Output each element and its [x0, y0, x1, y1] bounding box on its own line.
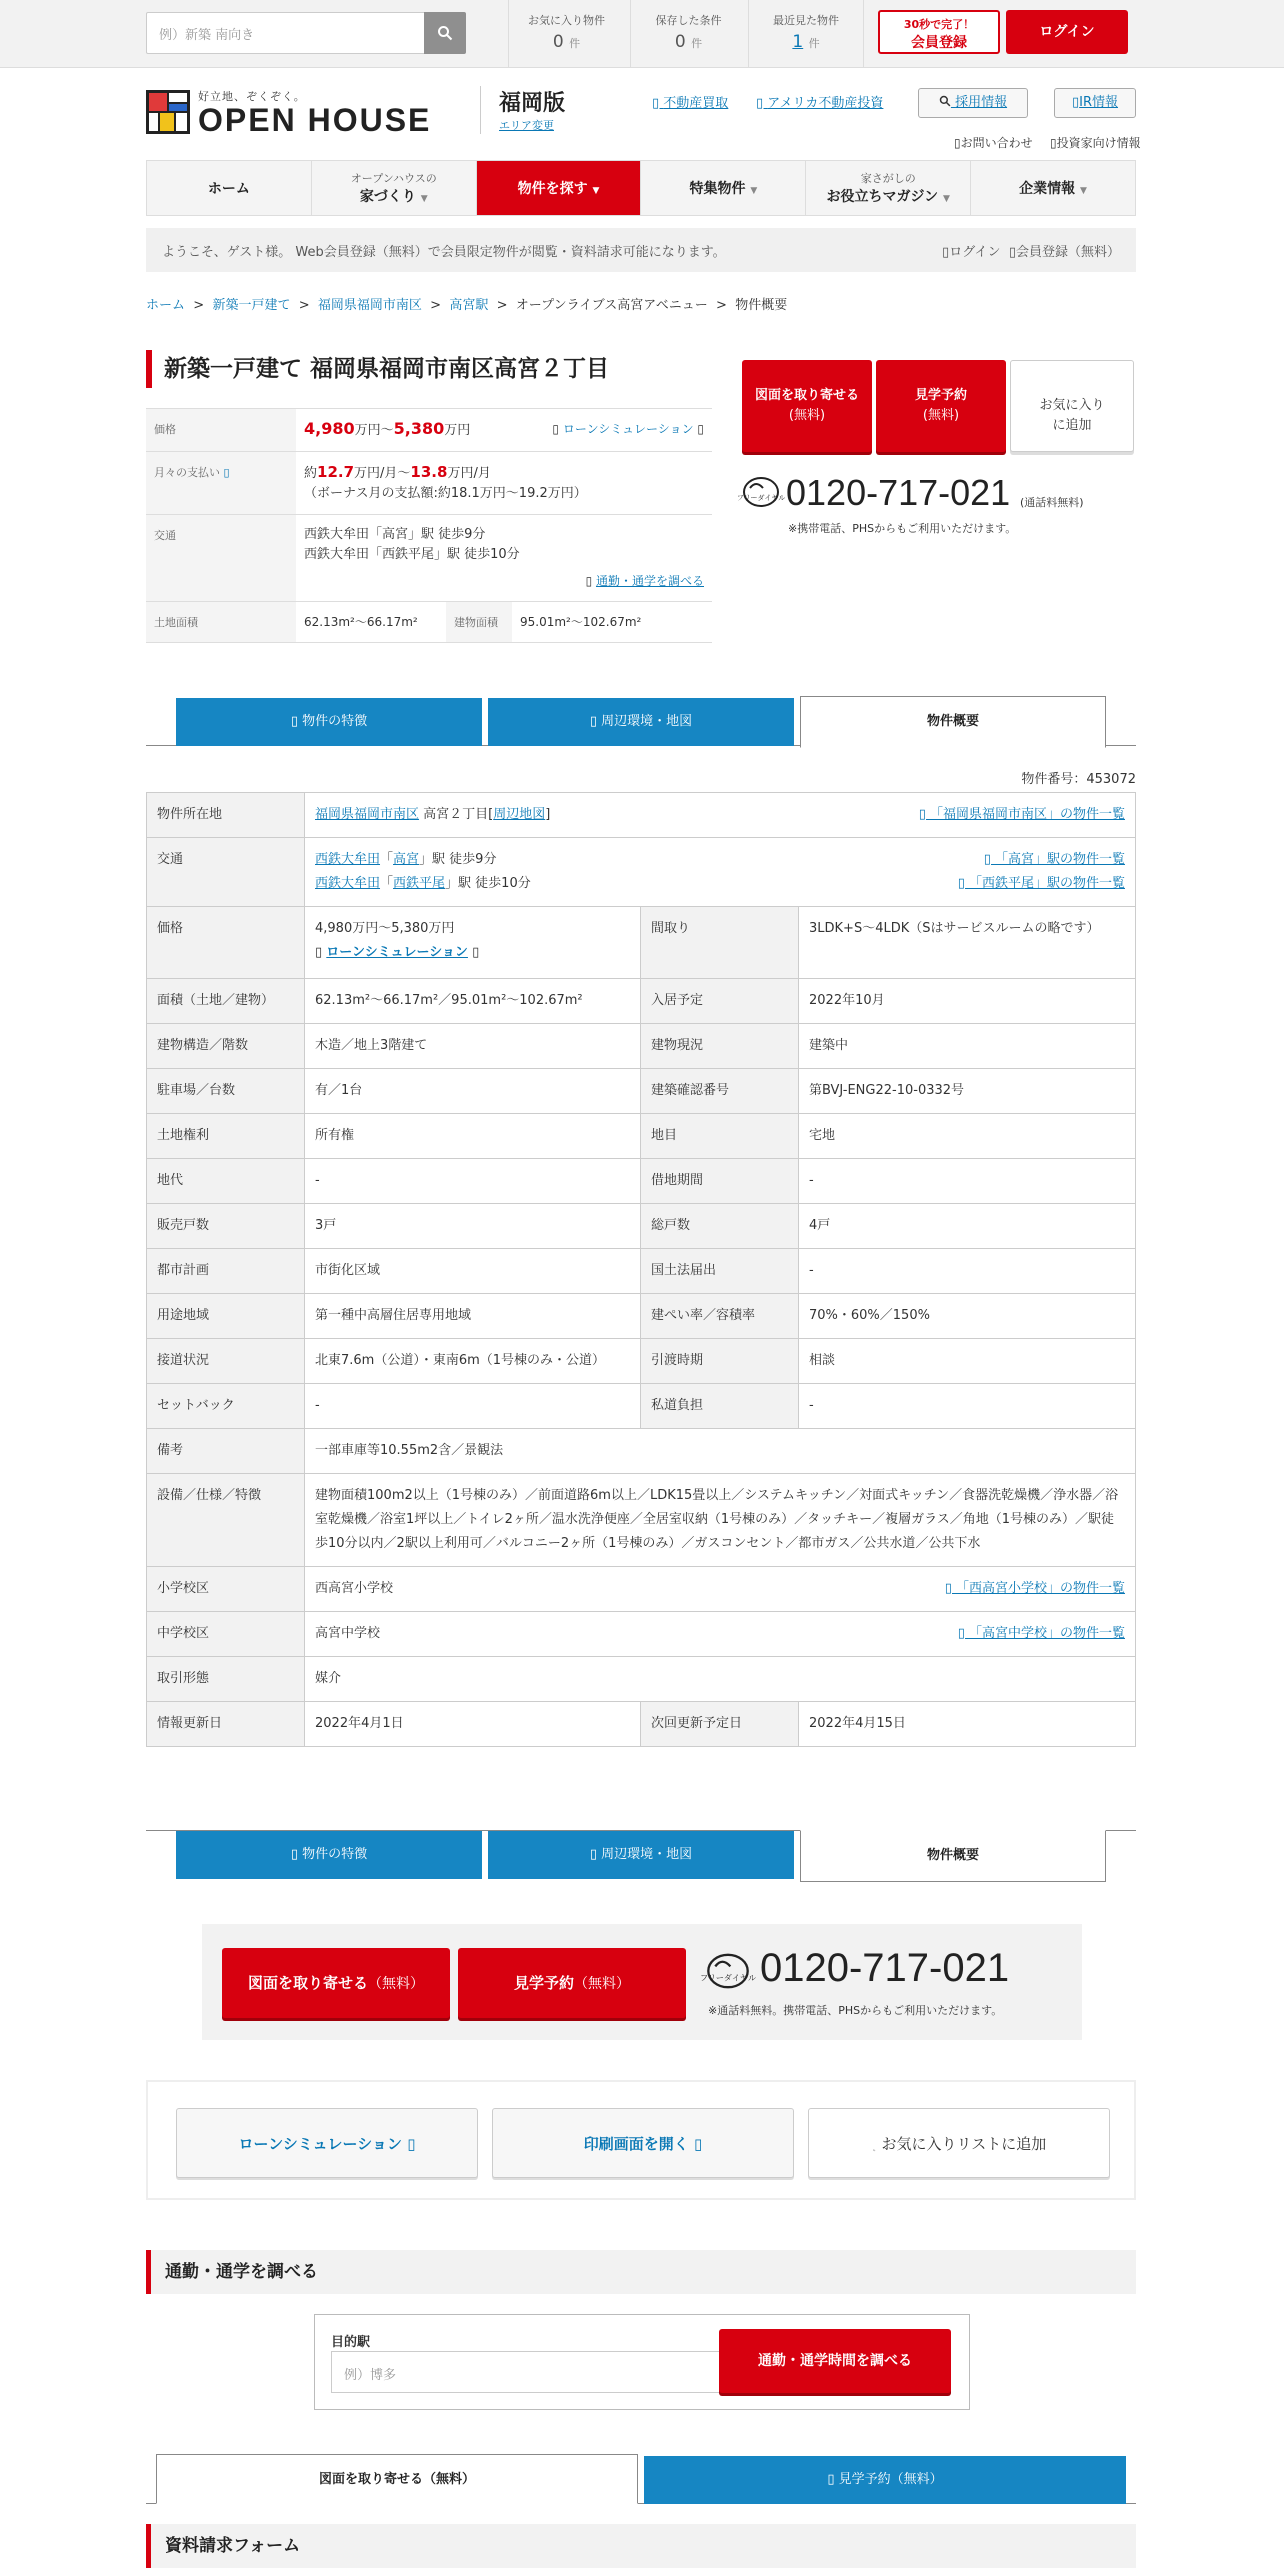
counter-label: お気に入り物件 — [528, 14, 605, 27]
station-list-link-2[interactable]: ▯ 「西鉄平尾」駅の物件一覧 — [957, 876, 1125, 891]
star-icon: ▯ — [290, 714, 303, 729]
freedial-icon — [699, 1952, 757, 1990]
link-label: 「西鉄平尾」駅の物件一覧 — [968, 876, 1125, 891]
summary-area-row — [146, 602, 712, 643]
breadcrumb: ホーム > 新築一戸建て > 福岡県福岡市南区 > 高宮駅 > オープンライブス高宮アベニュー > 物件概要 — [146, 298, 788, 313]
bonus-payment: （ボーナス月の支払額:約18.1万円～19.2万円） — [304, 486, 587, 501]
tab-label: 物件の特徴 — [302, 714, 368, 729]
welcome-text: ようこそ、ゲスト様。 — [162, 245, 292, 260]
monthly-high: 13.8 — [410, 463, 448, 481]
spec-value: 62.13m²～66.17m²／95.01m²～102.67m² — [305, 979, 641, 1024]
nav-label: お役立ちマガジン — [826, 189, 939, 205]
tab-overview[interactable] — [800, 696, 1106, 748]
nav-item-house-building[interactable] — [312, 161, 477, 215]
table-row — [147, 907, 1136, 979]
spec-label: 価格 — [147, 907, 305, 979]
price-unit: 万円 — [444, 423, 471, 438]
phone-note-mobile: ※携帯電話、PHSからもご利用いただけます。 — [788, 522, 1017, 535]
summary-label: 建物面積 — [446, 602, 512, 642]
spec-value: 有／1台 — [305, 1069, 641, 1114]
commute-search-box — [314, 2314, 970, 2410]
freedial-icon — [736, 476, 786, 508]
commute-heading: 通勤・通学を調べる — [146, 2250, 1136, 2294]
print-button[interactable] — [492, 2108, 794, 2178]
table-row — [147, 1069, 1136, 1114]
breadcrumb-property: オープンライブス高宮アベニュー — [515, 298, 708, 313]
button-label: お気に入り — [1039, 398, 1105, 413]
table-row — [147, 1384, 1136, 1429]
table-row — [147, 838, 1136, 907]
quote-mark: 「 — [380, 852, 394, 867]
button-label: 印刷画面を開く — [583, 2135, 689, 2153]
monthly-unit: 万円/月 — [447, 466, 491, 481]
spec-label: セットバック — [147, 1384, 305, 1429]
spec-label: 都市計画 — [147, 1249, 305, 1294]
spec-label: 引渡時期 — [641, 1339, 799, 1384]
table-row — [147, 1474, 1136, 1567]
station-link[interactable]: 高宮 — [393, 852, 420, 867]
nav-label: ホーム — [207, 181, 250, 197]
summary-label: 価格 — [146, 409, 296, 451]
tab-label: 周辺環境・地図 — [601, 714, 693, 729]
spec-value: - — [305, 1159, 641, 1204]
map-icon: ▯ — [589, 714, 602, 729]
table-row — [147, 1339, 1136, 1384]
counter-value[interactable]: 1 — [792, 32, 804, 52]
detail-tabs — [146, 688, 1136, 746]
tab-label: 物件概要 — [926, 1848, 979, 1863]
button-sublabel: (無料) — [922, 408, 960, 423]
search-button[interactable] — [424, 12, 466, 54]
detail-tabs-bottom — [146, 1830, 1136, 1888]
nav-sub: 家さがしの — [860, 172, 916, 185]
logo[interactable] — [146, 86, 456, 136]
tab-surroundings[interactable] — [488, 698, 794, 746]
area-list-link[interactable]: ▯ 「福岡県福岡市南区」の物件一覧 — [918, 807, 1125, 822]
spec-value: 西高宮小学校 — [315, 1581, 394, 1596]
table-row — [147, 1204, 1136, 1249]
button-label: 見学予約 — [914, 388, 967, 403]
breadcrumb-new-house[interactable]: 新築一戸建て — [212, 298, 291, 313]
address-text: 高宮２丁目[ — [419, 807, 494, 822]
counter-unit: 件 — [808, 37, 820, 50]
summary-label: 交通 — [146, 515, 296, 601]
monthly-low: 12.7 — [317, 463, 355, 481]
loan-simulation-button[interactable] — [176, 2108, 478, 2178]
global-nav — [146, 160, 1136, 216]
logo-tagline: 好立地、ぞくぞく。 — [198, 90, 306, 103]
line-link[interactable]: 西鉄大牟田 — [315, 852, 381, 867]
spec-value: 木造／地上3階建て — [305, 1024, 641, 1069]
favorites-counter[interactable] — [508, 0, 624, 67]
external-icon: ▯ — [693, 2135, 703, 2153]
spec-value: 第BVJ-ENG22-10-0332号 — [799, 1069, 1136, 1114]
region-selector — [480, 86, 565, 134]
spec-label: 取引形態 — [147, 1657, 305, 1702]
link-label: ローンシミュレーション — [326, 945, 468, 960]
logo-mark — [146, 90, 190, 134]
breadcrumb-current: 物件概要 — [735, 298, 788, 313]
spec-label: 面積（土地／建物） — [147, 979, 305, 1024]
link-label: ローンシミュレーション — [562, 422, 694, 436]
nav-item-featured[interactable] — [641, 161, 806, 215]
spec-label: 建ぺい率／容積率 — [641, 1294, 799, 1339]
station-list-link-1[interactable]: ▯ 「高宮」駅の物件一覧 — [983, 852, 1125, 867]
table-row — [147, 1612, 1136, 1657]
visit-reservation-button[interactable] — [458, 1948, 686, 2018]
nav-item-home[interactable] — [147, 161, 312, 215]
request-floorplan-button[interactable] — [222, 1948, 450, 2018]
spec-label: 小学校区 — [147, 1567, 305, 1612]
spec-label: 備考 — [147, 1429, 305, 1474]
svg-text:フリーダイヤル: フリーダイヤル — [699, 1972, 757, 1983]
spec-label: 中学校区 — [147, 1612, 305, 1657]
phone-number[interactable]: 0120-717-021 — [786, 472, 1011, 513]
spec-value: 3戸 — [305, 1204, 641, 1249]
welcome-login-link[interactable]: ▯ログイン — [942, 245, 1001, 260]
elementary-list-link[interactable]: ▯ 「西高宮小学校」の物件一覧 — [944, 1581, 1125, 1596]
link-label: お問い合わせ — [960, 136, 1033, 150]
price-low: 4,980 — [304, 419, 355, 438]
chevron-down-icon: ▼ — [592, 186, 600, 196]
button-label: 図面を取り寄せる — [754, 388, 859, 403]
ir-button[interactable]: ▯IR情報 — [1054, 88, 1136, 118]
button-label: お気に入りリストに追加 — [881, 2135, 1047, 2153]
map-icon: ▯ — [589, 1847, 602, 1862]
spec-label: 次回更新予定日 — [641, 1702, 799, 1747]
spec-value: 2022年4月1日 — [305, 1702, 641, 1747]
link-label: 会員登録（無料） — [1015, 245, 1120, 260]
button-label: ローンシミュレーション — [238, 2135, 402, 2153]
table-row — [147, 1159, 1136, 1204]
table-row — [147, 1429, 1136, 1474]
spec-label: 借地期間 — [641, 1159, 799, 1204]
nav-sub: オープンハウスの — [350, 172, 437, 185]
login-button[interactable]: ログイン — [1006, 10, 1128, 54]
register-note: 30秒で完了！ — [903, 18, 975, 31]
price-high: 5,380 — [393, 419, 445, 438]
link-label: 「福岡県福岡市南区」の物件一覧 — [929, 807, 1125, 822]
nav-label: 物件を探す — [517, 181, 588, 197]
chevron-down-icon: ▼ — [750, 186, 758, 196]
commute-search-button[interactable]: 通勤・通学時間を調べる — [719, 2329, 951, 2393]
building-area: 95.01m²～102.67m² — [520, 615, 642, 629]
destination-label: 目的駅 — [331, 2335, 371, 2350]
info-icon[interactable]: ▯ — [223, 466, 230, 479]
counter-value: 0 — [552, 32, 564, 52]
junior-high-list-link[interactable]: ▯ 「高宮中学校」の物件一覧 — [957, 1626, 1125, 1641]
tab-request-floorplan[interactable] — [156, 2454, 638, 2504]
tab-overview[interactable] — [800, 1830, 1106, 1882]
loan-simulation-link[interactable]: ▯ ローンシミュレーション ▯ — [552, 422, 704, 436]
request-floorplan-button[interactable] — [742, 360, 872, 452]
star-icon: ▯ — [290, 1847, 303, 1862]
tab-label: 物件の特徴 — [302, 1847, 368, 1862]
welcome-bar — [146, 228, 1136, 272]
spec-label: 間取り — [641, 907, 799, 979]
spec-value: - — [799, 1249, 1136, 1294]
recently-viewed-counter[interactable] — [748, 0, 864, 67]
link-label: 「高宮」駅の物件一覧 — [994, 852, 1125, 867]
spec-label: 用途地域 — [147, 1294, 305, 1339]
spec-value: 北東7.6m（公道）・東南6m（1号棟のみ・公道） — [305, 1339, 641, 1384]
region-name: 福岡版 — [499, 91, 566, 116]
spec-label: 地目 — [641, 1114, 799, 1159]
summary-label: 土地面積 — [146, 602, 296, 642]
breadcrumb-home[interactable]: ホーム — [146, 298, 186, 313]
spec-label: 販売戸数 — [147, 1204, 305, 1249]
price-unit: 万円～ — [354, 423, 394, 438]
commute-link[interactable] — [304, 571, 704, 591]
summary-price-row — [146, 409, 712, 452]
welcome-register-link[interactable]: ▯会員登録（無料） — [1008, 245, 1120, 260]
chevron-down-icon: ▼ — [420, 194, 428, 204]
spec-label: 物件所在地 — [147, 793, 305, 838]
traffic-line-1: 西鉄大牟田「高宮」駅 徒歩9分 — [304, 527, 486, 542]
spec-label: 入居予定 — [641, 979, 799, 1024]
spec-label: 建物現況 — [641, 1024, 799, 1069]
member-register-link[interactable]: Web会員登録（無料）で会員限定物件が閲覧・資料請求可能になります。 — [295, 245, 726, 260]
cta-panel — [202, 1924, 1082, 2040]
spec-value: 4,980万円～5,380万円 — [315, 921, 455, 936]
button-label: 見学予約 — [513, 1974, 574, 1992]
top-bar — [0, 0, 1284, 68]
button-sublabel: （無料） — [368, 1976, 424, 1992]
logo-name: OPEN HOUSE — [198, 102, 432, 138]
table-row — [147, 1294, 1136, 1339]
register-label: 会員登録 — [911, 35, 967, 51]
recruit-button[interactable] — [918, 88, 1028, 118]
spec-value: 2022年10月 — [799, 979, 1136, 1024]
spec-label: 接道状況 — [147, 1339, 305, 1384]
button-sublabel: (無料) — [788, 408, 826, 423]
spec-value: 第一種中高層住居専用地域 — [305, 1294, 641, 1339]
table-row — [147, 1114, 1136, 1159]
counter-value: 0 — [674, 32, 686, 52]
spec-value: 70%・60%／150% — [799, 1294, 1136, 1339]
nav-item-magazine[interactable] — [806, 161, 971, 215]
spec-label: 私道負担 — [641, 1384, 799, 1429]
summary-table — [146, 408, 712, 643]
button-sublabel: （無料） — [574, 1976, 630, 1992]
counter-unit: 件 — [691, 37, 703, 50]
link-label: 「高宮中学校」の物件一覧 — [968, 1626, 1125, 1641]
search-icon — [939, 95, 951, 107]
spec-value: 3LDK+S～4LDK（Sはサービスルームの略です） — [799, 907, 1136, 979]
register-button[interactable] — [878, 10, 1000, 54]
investor-link[interactable]: ▯投資家向け情報 — [1050, 136, 1141, 150]
search-input[interactable]: 例）新築 南向き — [146, 12, 426, 54]
land-area: 62.13m²～66.17m² — [304, 615, 418, 629]
counter-label: 保存した条件 — [655, 14, 722, 27]
spec-label: 土地権利 — [147, 1114, 305, 1159]
traffic-line-2: 西鉄大牟田「西鉄平尾」駅 徒歩10分 — [304, 547, 520, 562]
add-favorite-list-button[interactable] — [808, 2108, 1110, 2178]
tab-label: 物件概要 — [926, 714, 979, 729]
add-favorite-button[interactable] — [1010, 360, 1134, 452]
walk-time: 」駅 徒歩10分 — [445, 876, 531, 891]
loan-simulation-link[interactable]: ▯ ローンシミュレーション ▯ — [315, 945, 480, 960]
station-link[interactable]: 西鉄平尾 — [393, 876, 446, 891]
spec-value: - — [799, 1384, 1136, 1429]
table-row — [147, 793, 1136, 838]
us-realestate-link[interactable]: ▯ アメリカ不動産投資 — [756, 96, 884, 111]
table-row — [147, 979, 1136, 1024]
spec-label: 設備／仕様／特徴 — [147, 1474, 305, 1567]
button-label: に追加 — [1052, 418, 1092, 433]
kaitori-link[interactable]: ▯ 不動産買取 — [652, 96, 729, 111]
button-label: 図面を取り寄せる — [247, 1974, 368, 1992]
spec-label: 交通 — [147, 838, 305, 907]
nav-item-company[interactable] — [971, 161, 1135, 215]
address-bracket: ] — [545, 807, 551, 822]
quote-mark: 「 — [380, 876, 394, 891]
spec-value: 媒介 — [305, 1657, 1136, 1702]
nav-label: 家づくり — [359, 189, 416, 205]
spec-value: 相談 — [799, 1339, 1136, 1384]
button-label: 採用情報 — [955, 95, 1008, 110]
page-title: 新築一戸建て 福岡県福岡市南区高宮２丁目 — [146, 350, 712, 388]
walk-time: 」駅 徒歩9分 — [419, 852, 497, 867]
property-number: 物件番号：453072 — [1021, 772, 1136, 787]
counter-label: 最近見た物件 — [773, 14, 839, 27]
phone-note: (通話料無料) — [1020, 496, 1084, 509]
form-tabs — [146, 2452, 1136, 2504]
calculator-icon: ▯ — [552, 422, 563, 436]
chevron-down-icon: ▼ — [943, 194, 950, 204]
nav-item-search-property[interactable] — [477, 161, 642, 215]
table-row — [147, 1657, 1136, 1702]
summary-monthly-row — [146, 452, 712, 515]
link-label: 投資家向け情報 — [1056, 136, 1141, 150]
svg-text:フリーダイヤル: フリーダイヤル — [736, 494, 786, 502]
tab-features[interactable] — [176, 698, 482, 746]
calculator-icon: ▯ — [315, 945, 327, 960]
form-heading: 資料請求フォーム — [146, 2524, 1136, 2568]
spec-label: 建築確認番号 — [641, 1069, 799, 1114]
spec-value: 所有権 — [305, 1114, 641, 1159]
spec-label: 地代 — [147, 1159, 305, 1204]
spec-value: 4戸 — [799, 1204, 1136, 1249]
tab-label: 図面を取り寄せる（無料） — [318, 2472, 475, 2487]
spec-label: 情報更新日 — [147, 1702, 305, 1747]
spec-value: 市街化区域 — [305, 1249, 641, 1294]
breadcrumb-station[interactable]: 高宮駅 — [449, 298, 489, 313]
monthly-unit: 万円/月～ — [354, 466, 411, 481]
phone-number[interactable]: 0120-717-021 — [760, 1946, 1010, 1990]
heart-icon: ˛ — [871, 2141, 877, 2152]
spec-value: 高宮中学校 — [315, 1626, 381, 1641]
spec-value: 一部車庫等10.55m2含／景観法 — [305, 1429, 1136, 1474]
spec-value: - — [799, 1159, 1136, 1204]
tab-label: 周辺環境・地図 — [601, 1847, 693, 1862]
spec-value: 建築中 — [799, 1024, 1136, 1069]
contact-link[interactable]: ▯お問い合わせ — [954, 136, 1033, 150]
table-row — [147, 1567, 1136, 1612]
nav-label: 企業情報 — [1019, 181, 1076, 197]
counter-unit: 件 — [569, 37, 581, 50]
nav-label: 特集物件 — [689, 181, 746, 197]
link-label: 通勤・通学を調べる — [595, 574, 704, 588]
tab-features[interactable] — [176, 1831, 482, 1879]
external-icon: ▯ — [407, 2135, 416, 2153]
breadcrumb-area[interactable]: 福岡県福岡市南区 — [317, 298, 422, 313]
table-row — [147, 1249, 1136, 1294]
saved-conditions-counter[interactable] — [630, 0, 746, 67]
destination-station-input[interactable]: 例）博多 — [331, 2351, 725, 2393]
search-icon — [437, 25, 453, 41]
map-link[interactable]: 周辺地図 — [493, 807, 546, 822]
action-box — [146, 2080, 1136, 2200]
link-label: 「西高宮小学校」の物件一覧 — [955, 1581, 1125, 1596]
phone-note: ※通話料無料。携帯電話、PHSからもご利用いただけます。 — [708, 2004, 1003, 2017]
spec-label: 駐車場／台数 — [147, 1069, 305, 1114]
region-change-link[interactable]: エリア変更 — [499, 119, 554, 132]
tab-label: 見学予約（無料） — [838, 2472, 943, 2487]
monthly-prefix: 約 — [304, 466, 318, 481]
spec-value: 2022年4月15日 — [799, 1702, 1136, 1747]
tab-visit-reservation[interactable] — [644, 2456, 1126, 2504]
spec-label: 建物構造／階数 — [147, 1024, 305, 1069]
button-label: IR情報 — [1079, 95, 1119, 110]
tab-surroundings[interactable] — [488, 1831, 794, 1879]
table-row — [147, 1024, 1136, 1069]
link-label: アメリカ不動産投資 — [767, 96, 884, 111]
table-row — [147, 1702, 1136, 1747]
link-label: 不動産買取 — [663, 96, 729, 111]
summary-label: 月々の支払い — [154, 466, 220, 479]
chevron-down-icon: ▼ — [1080, 186, 1087, 196]
calendar-icon: ▯ — [827, 2472, 839, 2487]
address-area-link[interactable]: 福岡県福岡市南区 — [315, 807, 420, 822]
spec-table — [146, 792, 1136, 1747]
spec-value: 建物面積100m2以上（1号棟のみ）／前面道路6m以上／LDK15畳以上／システムキッチン／対面式キッチン／食器洗乾燥機／浄水器／浴室乾燥機／浴室1坪以上／トイレ2ヶ所／温水洗浄便座／全居室収納（1号棟のみ）／タッチキー／複層ガラス／角地（1号棟のみ）／駅徒歩10分以内／2駅以上利用可／バルコニー2ヶ所（1号棟のみ）／ガスコンセント／都市ガス／公共水道／公共下水 — [305, 1474, 1136, 1567]
visit-reservation-button[interactable] — [876, 360, 1006, 452]
summary-traffic-row — [146, 515, 712, 602]
spec-label: 国土法届出 — [641, 1249, 799, 1294]
spec-label: 総戸数 — [641, 1204, 799, 1249]
link-label: ログイン — [949, 245, 1001, 260]
search-icon: ▯ — [585, 574, 596, 588]
line-link[interactable]: 西鉄大牟田 — [315, 876, 381, 891]
spec-value: 宅地 — [799, 1114, 1136, 1159]
spec-value: - — [305, 1384, 641, 1429]
